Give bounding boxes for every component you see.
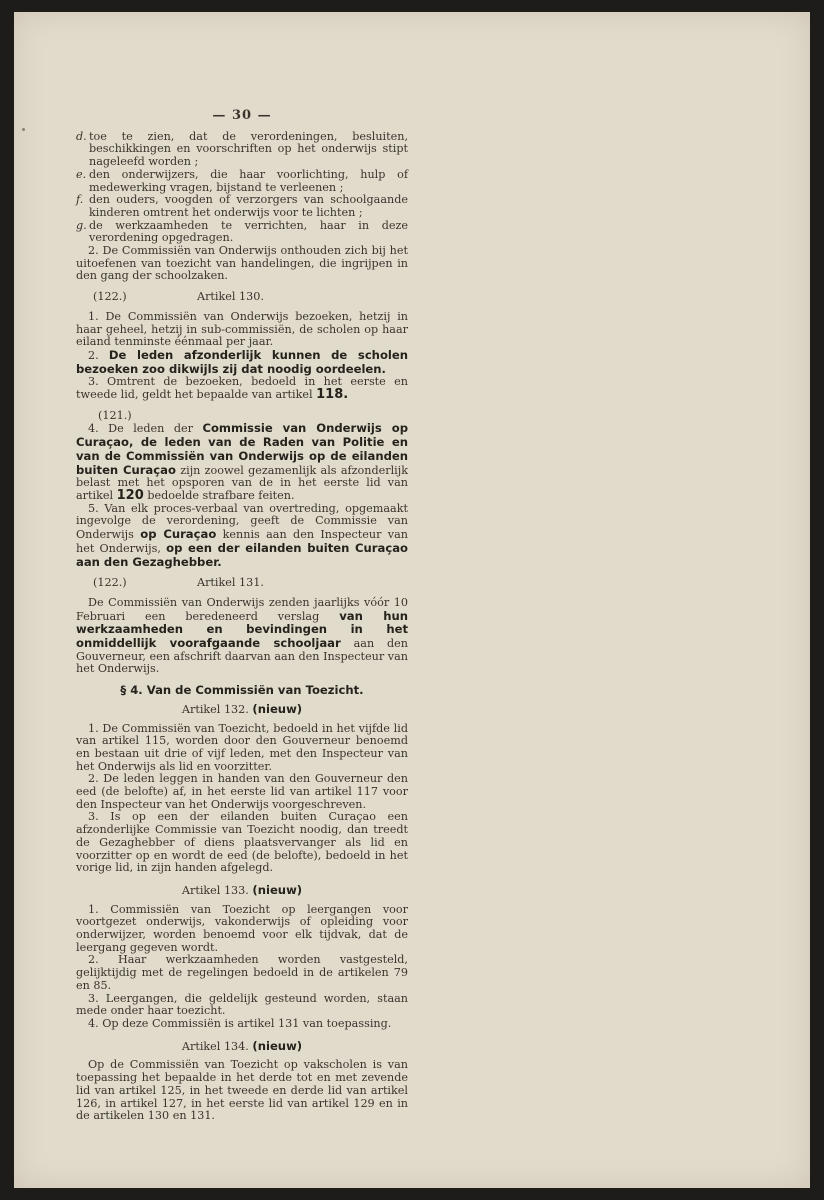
paragraph: 1. Commissiën van Toezicht op leergangen voor voortgezet onderwijs, vakonderwijs of opleiding voor onderwijzer, worden benoemd voor elk tijdvak, dat de leergang gegeven wordt. xyxy=(76,902,408,954)
paragraph: 3. Is op een der eilanden buiten Curaçao een afzonderlijke Commissie van Toezicht noodig, dan treedt de Gezaghebber of diens plaatsvervanger als lid en voorzitter op en wordt de eed (de belofte), bedoeld in het vorige lid, in zijn handen afgelegd. xyxy=(76,810,408,875)
paragraph-text: 5. Van elk proces-verbaal van overtreding, opgemaakt ingevolge de verordening, geeft de Commissie van Onderwijs xyxy=(76,501,408,542)
bold-text: van hun werkzaamheden en bevindingen in het onmiddellijk voorafgaande schooljaar xyxy=(76,608,408,651)
paragraph: 2. Haar werkzaamheden worden vastgesteld, gelijktijdig met de regelingen bedoeld in de artikelen 79 en 85. xyxy=(76,953,408,992)
article-heading xyxy=(76,703,408,717)
section-heading xyxy=(76,684,408,697)
paragraph-text: 3. Omtrent de bezoeken, bedoeld in het eerste en tweede lid, geldt het bepaalde van artikel xyxy=(76,375,408,402)
text-column xyxy=(76,110,408,1123)
list-text: den ouders, voogden of verzorgers van schoolgaande kinderen omtrent het onderwijs voor te lichten ; xyxy=(89,193,408,219)
article-heading xyxy=(76,1040,408,1054)
paragraph xyxy=(76,597,408,676)
list-label: f. xyxy=(76,193,84,207)
paragraph xyxy=(76,349,408,376)
paragraph: 3. Leergangen, die geldelijk gesteund worden, staan mede onder haar toezicht. xyxy=(76,991,408,1018)
article-title: Artikel 132. xyxy=(181,702,249,716)
paragraph-text: kennis aan den Inspecteur van het Onderwijs, xyxy=(76,528,409,555)
paragraph-text: bedoelde strafbare feiten. xyxy=(147,488,295,502)
article-heading xyxy=(76,291,408,304)
bold-text: De leden afzonderlijk kunnen de scholen bezoeken zoo dikwijls zij dat noodig oordeelen. xyxy=(76,347,408,376)
bold-text: op een der eilanden buiten Curaçao aan den Gezaghebber. xyxy=(76,540,408,569)
list-item xyxy=(76,194,408,219)
list-label: g. xyxy=(76,218,87,232)
page-number: — 30 — xyxy=(212,108,272,123)
paragraph: 2. De Commissiën van Onderwijs onthouden zich bij het uitoefenen van toezicht van handelingen, die ingrijpen in den gang der schoolzaken. xyxy=(76,244,408,283)
list-text: de werkzaamheden te verrichten, haar in deze verordening opgedragen. xyxy=(89,218,408,245)
list-label: e. xyxy=(76,167,87,181)
bold-number: 118. xyxy=(316,387,349,403)
paragraph-number: 2. xyxy=(88,348,99,362)
bold-text: op Curaçao xyxy=(140,527,217,542)
article-tag: (nieuw) xyxy=(252,882,303,897)
list-text: toe te zien, dat de verordeningen, besluiten, beschikkingen en voorschriften op het onderwijs stipt nageleefd worden ; xyxy=(89,129,408,169)
article-heading xyxy=(76,577,408,590)
article-title: Artikel 131. xyxy=(197,576,264,590)
paragraph-text: aan den Gouverneur, een afschrift daarvan aan den Inspecteur van het Onderwijs. xyxy=(76,637,409,676)
paragraph: 2. De leden leggen in handen van den Gouverneur den eed (de belofte) af, in het eerste lid van artikel 117 voor den Inspecteur van het Onderwijs voorgeschreven. xyxy=(76,772,408,811)
document-page xyxy=(14,12,810,1188)
article-tag: (nieuw) xyxy=(252,1038,303,1053)
article-tag: (nieuw) xyxy=(252,701,303,716)
article-heading xyxy=(76,884,408,898)
paragraph: 1. De Commissiën van Toezicht, bedoeld in het vijfde lid van artikel 115, worden door den Gouverneur benoemd en bestaan uit drie of vijf leden, met den Inspecteur van het Onderwijs als lid en voorzitter. xyxy=(76,721,408,773)
article-ref: (122.) xyxy=(93,576,127,590)
list-label: d. xyxy=(76,129,87,143)
article-title: Artikel 134. xyxy=(181,1039,249,1053)
article-ref: (122.) xyxy=(93,290,127,304)
punch-mark xyxy=(22,128,25,131)
paragraph: 4. Op deze Commissiën is artikel 131 van toepassing. xyxy=(88,1017,392,1030)
paragraph-text: 4. De leden der xyxy=(88,422,193,436)
paragraph xyxy=(76,503,408,570)
list-text: den onderwijzers, die haar voorlichting, hulp of medewerking vragen, bijstand te verleenen ; xyxy=(89,167,408,194)
article-title: Artikel 133. xyxy=(181,883,249,897)
paragraph xyxy=(76,422,408,502)
list-item xyxy=(76,131,408,169)
paragraph-text: De Commissiën van Onderwijs zenden jaarlijks vóór 10 Februari een beredeneerd verslag xyxy=(76,595,408,623)
article-title: Artikel 130. xyxy=(197,290,264,304)
bold-number: 120 xyxy=(116,487,144,503)
paragraph-text: zijn zoowel gezamenlijk als afzonderlijk belast met het opsporen van de in het eerste lid van artikel xyxy=(76,463,408,502)
list-item xyxy=(76,220,408,245)
section-title: § 4. Van de Commissiën van Toezicht. xyxy=(120,683,364,698)
article-ref: (121.) xyxy=(98,408,132,422)
paragraph xyxy=(76,376,408,401)
list-item xyxy=(76,169,408,194)
bold-text: Commissie van Onderwijs op Curaçao, de leden van de Raden van Politie en van de Commissiën van Onderwijs op de eilanden buiten Curaçao xyxy=(76,421,408,477)
paragraph: Op de Commissiën van Toezicht op vakscholen is van toepassing het bepaalde in het derde tot en met zevende lid van artikel 125, in het tweede en derde lid van artikel 126, in artikel 127, in het eerste lid van artikel 129 en in de artikelen 130 en 131. xyxy=(76,1058,408,1123)
paragraph: 1. De Commissiën van Onderwijs bezoeken, hetzij in haar geheel, hetzij in sub-commissiën, de scholen op haar eiland tenminste éénmaal per jaar. xyxy=(76,309,408,349)
